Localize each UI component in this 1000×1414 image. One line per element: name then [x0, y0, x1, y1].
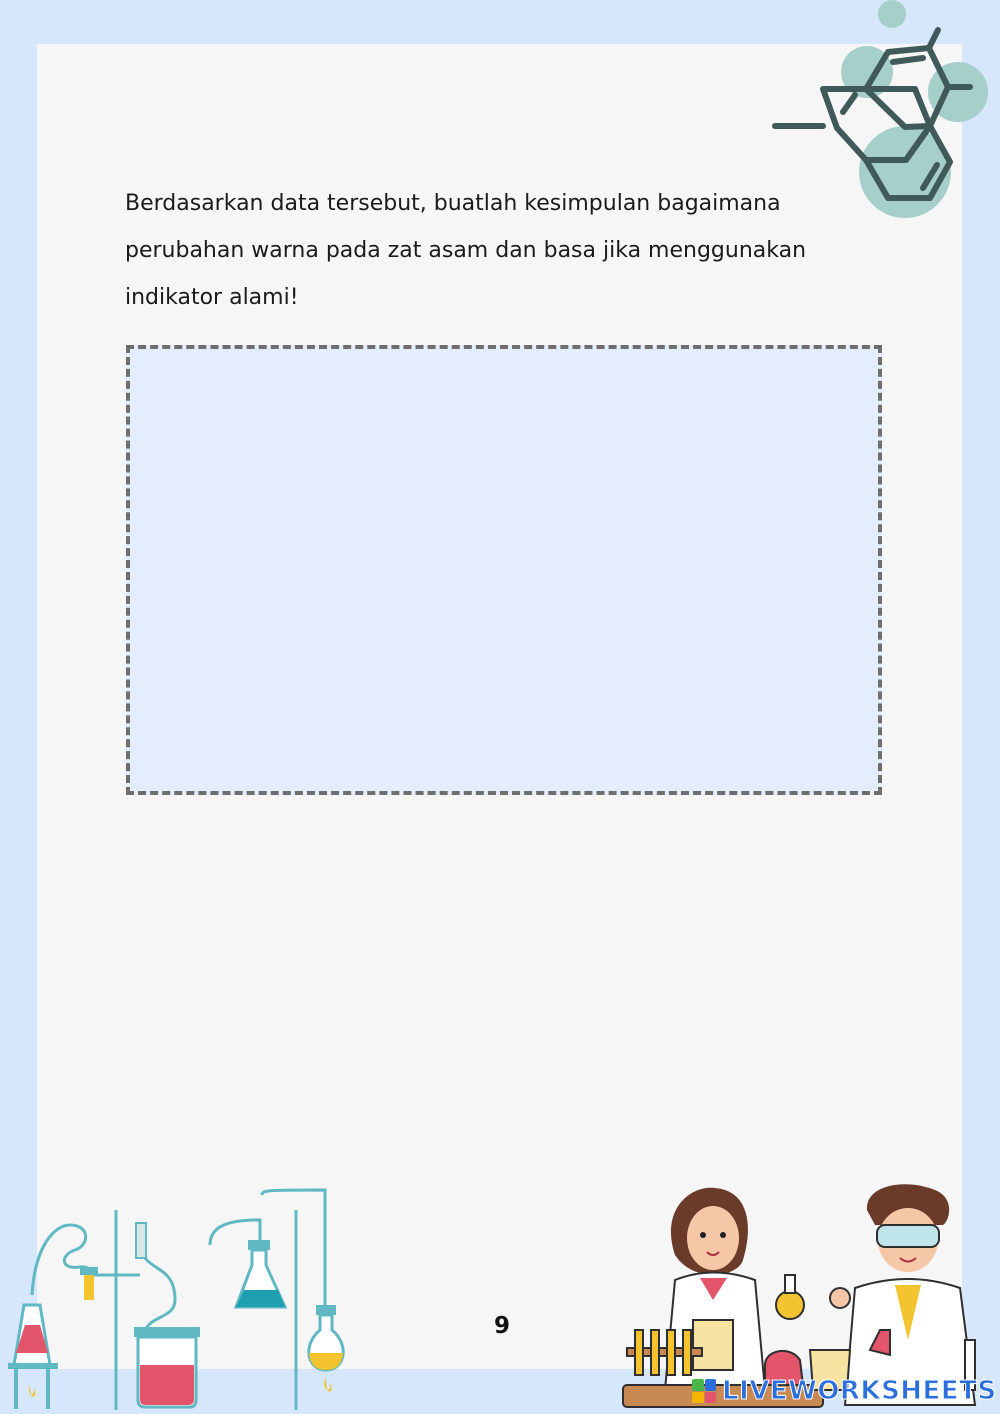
answer-box[interactable] — [126, 345, 882, 795]
liveworksheets-watermark — [692, 1374, 997, 1408]
question-text: Berdasarkan data tersebut, buatlah kesimpulan bagaimana perubahan warna pada zat asam dan basa jika menggunakan indikator alami! — [125, 191, 807, 310]
liveworksheets-logo-icon — [692, 1379, 716, 1403]
page-number: 9 — [493, 1313, 510, 1339]
watermark-text: LIVEWORKSHEETS — [722, 1376, 997, 1406]
lab-equipment-illustration — [0, 1185, 360, 1414]
